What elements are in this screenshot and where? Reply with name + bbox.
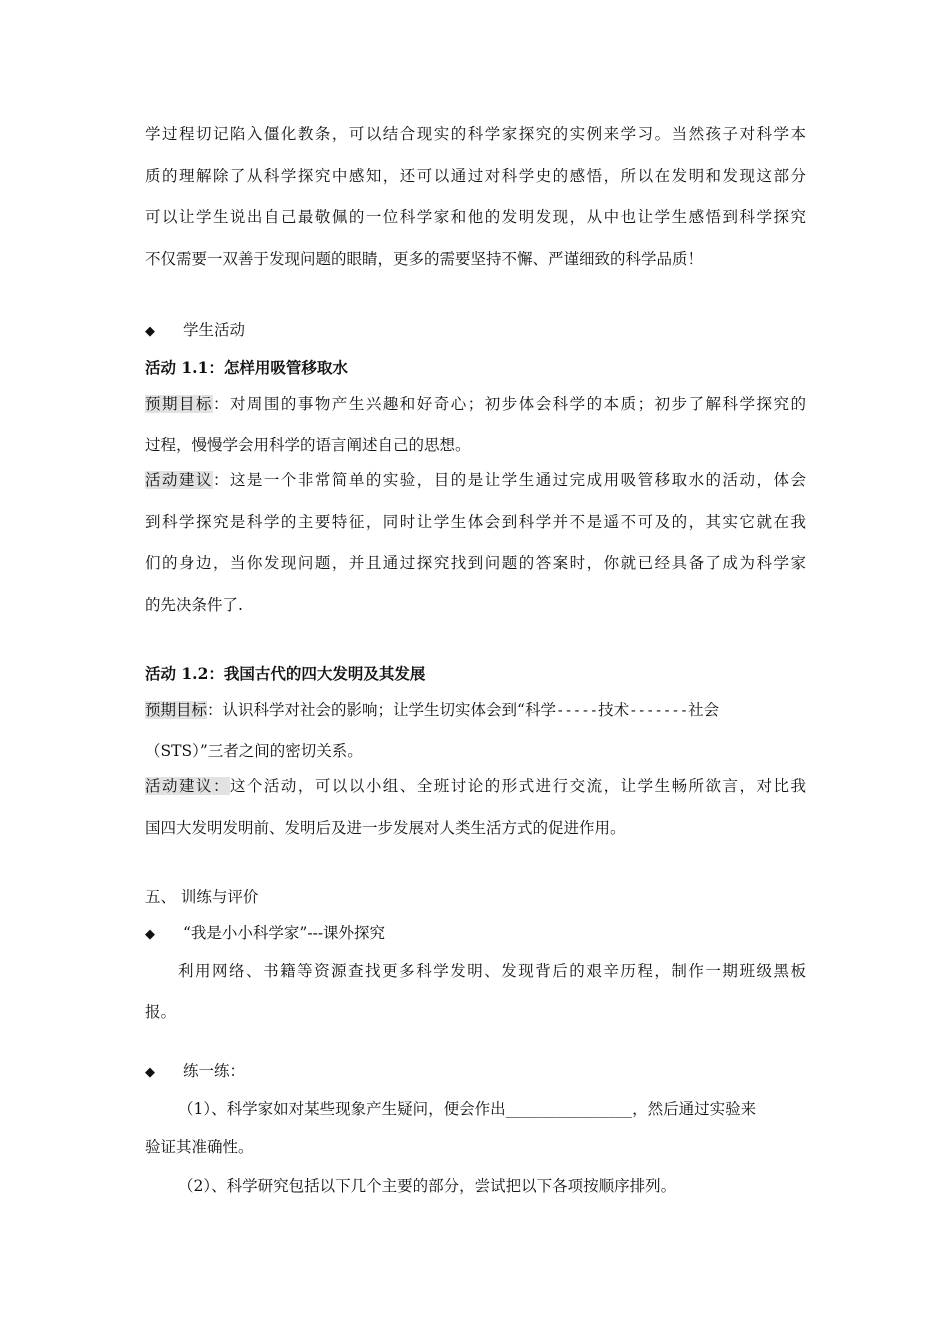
diamond-bullet-icon: ◆ <box>145 1065 155 1080</box>
section5-item1-body-line-2: 报。 <box>145 1003 177 1021</box>
activity2-suggest-label: 活动建议： <box>145 777 230 795</box>
question-2-line-1: （2）、科学研究包括以下几个主要的部分，尝试把以下各项按顺序排列。 <box>178 1177 677 1195</box>
activity1-suggest-line-3: 们的身边，当你发现问题，并且通过探究找到问题的答案时，你就已经具备了成为科学家 <box>145 554 806 572</box>
activity1-goal-label: 预期目标 <box>145 395 213 413</box>
diamond-bullet-icon: ◆ <box>145 324 155 339</box>
section5-item1-title: “我是小小科学家”---课外探究 <box>183 924 386 942</box>
student-activity-title: 学生活动 <box>183 321 246 339</box>
section5-item2-heading <box>145 1061 245 1083</box>
question-1-blank: _______________ <box>505 1102 633 1118</box>
activity2-goal-label: 预期目标 <box>145 701 208 719</box>
section5-item1-body-line-1: 利用网络、书籍等资源查找更多科学发明、发现背后的艰辛历程，制作一期班级黑板 <box>178 962 806 980</box>
section5-item1-heading <box>145 923 385 945</box>
section5-item2-title: 练一练： <box>183 1062 246 1080</box>
activity2-goal-dash-2: ------- <box>629 703 689 719</box>
intro-line-4: 不仅需要一双善于发现问题的眼睛，更多的需要坚持不懈、严谨细致的科学品质！ <box>145 250 704 268</box>
question-1-line-1 <box>178 1099 756 1120</box>
section5-title: 五、 训练与评价 <box>145 888 259 906</box>
activity2-suggest-text: 这个活动，可以以小组、全班讨论的形式进行交流，让学生畅所欲言，对比我 <box>229 777 806 795</box>
activity1-goal-line-1 <box>145 394 806 414</box>
student-activity-heading <box>145 320 245 342</box>
activity2-title: 活动 1.2：我国古代的四大发明及其发展 <box>145 664 426 683</box>
diamond-bullet-icon: ◆ <box>145 927 155 942</box>
activity1-title: 活动 1.1：怎样用吸管移取水 <box>145 358 348 377</box>
activity2-goal-line-2: （STS）”三者之间的密切关系。 <box>145 742 363 760</box>
activity2-goal-text-e: 社会 <box>688 701 720 719</box>
activity1-suggest-text: ：这是一个非常简单的实验，目的是让学生通过完成用吸管移取水的活动，体会 <box>212 471 806 489</box>
activity1-suggest-line-4: 的先决条件了. <box>145 596 243 614</box>
activity1-suggest-line-2: 到科学探究是科学的主要特征，同时让学生体会到科学并不是遥不可及的，其实它就在我 <box>145 513 806 531</box>
activity1-goal-text: ：对周围的事物产生兴趣和好奇心；初步体会科学的本质；初步了解科学探究的 <box>212 395 806 413</box>
activity2-goal-text-a: ：认识科学对社会的影响；让学生切实体会到“科学 <box>207 701 556 719</box>
question-1-line-2: 验证其准确性。 <box>145 1138 254 1156</box>
intro-line-3: 可以让学生说出自己最敬佩的一位科学家和他的发明发现，从中也让学生感悟到科学探究 <box>145 208 806 226</box>
activity2-goal-line-1 <box>145 700 719 721</box>
activity2-goal-dash-1: ----- <box>555 703 599 719</box>
activity2-goal-text-c: 技术 <box>598 701 630 719</box>
activity2-suggest-line-1 <box>145 776 806 796</box>
question-1-text-a: （1）、科学家如对某些现象产生疑问，便会作出 <box>178 1100 506 1118</box>
activity1-goal-line-2: 过程，慢慢学会用科学的语言阐述自己的思想。 <box>145 436 471 454</box>
activity1-suggest-label: 活动建议 <box>145 471 213 489</box>
intro-line-1: 学过程切记陷入僵化教条，可以结合现实的科学家探究的实例来学习。当然孩子对科学本 <box>145 125 806 143</box>
question-1-text-b: ，然后通过实验来 <box>632 1100 757 1118</box>
activity2-suggest-line-2: 国四大发明发明前、发明后及进一步发展对人类生活方式的促进作用。 <box>145 819 626 837</box>
intro-line-2: 质的理解除了从科学探究中感知，还可以通过对科学史的感悟，所以在发明和发现这部分 <box>145 167 806 185</box>
activity1-suggest-line-1 <box>145 470 806 490</box>
